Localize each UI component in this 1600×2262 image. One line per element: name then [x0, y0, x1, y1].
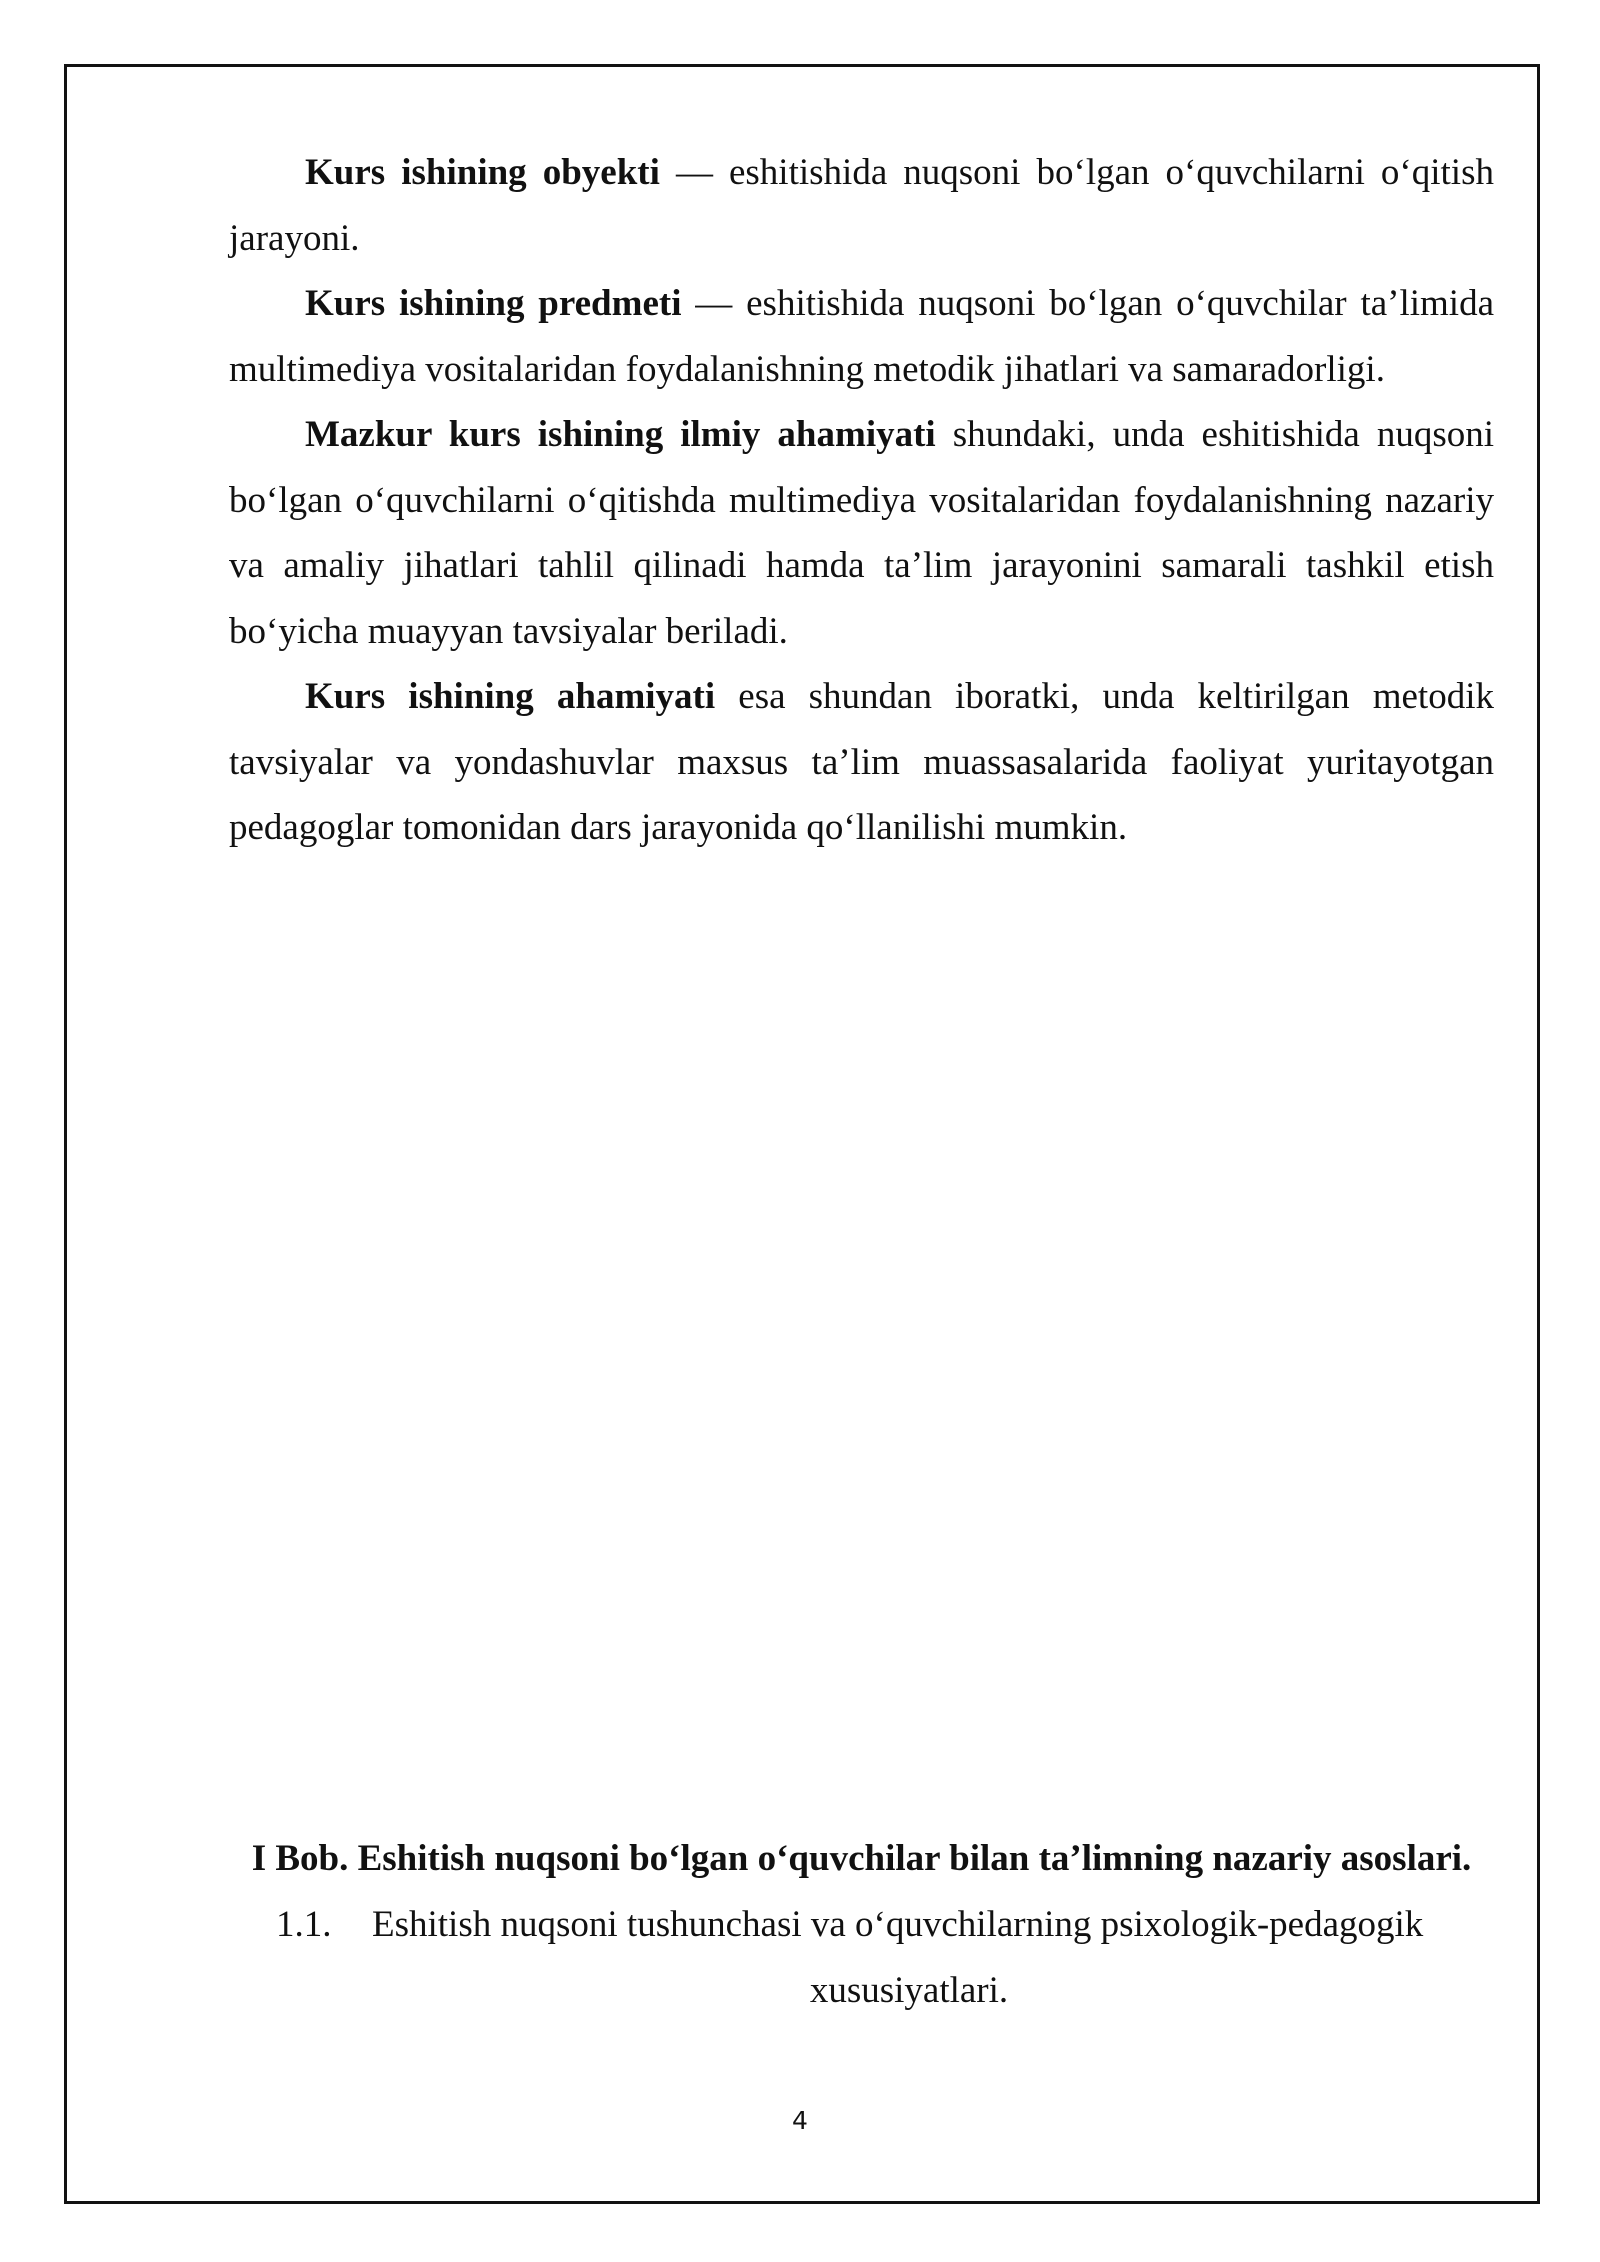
body-text	[229, 140, 1494, 861]
paragraph-significance-text: esa shundan iboratki, unda keltirilgan metodik tavsiyalar va yondashuvlar maxsus ta’lim muassasalarida faoliyat yuritayotgan pedagoglar tomonidan dars jarayonida qo‘llanilishi mumkin.	[229, 676, 1494, 848]
paragraph-subject	[229, 271, 1494, 402]
paragraph-scientific-significance-text: shundaki, unda eshitishida nuqsoni bo‘lgan o‘quvchilarni o‘qitishda multimediya vositalaridan foydalanishning nazariy va amaliy jihatlari tahlil qilinadi hamda ta’lim jarayonini samarali tashkil etish bo‘yicha muayyan tavsiyalar beriladi.	[229, 414, 1494, 652]
paragraph-scientific-significance	[229, 402, 1494, 664]
section-heading	[276, 1892, 1446, 2024]
paragraph-significance	[229, 664, 1494, 861]
section-heading-line-1	[276, 1892, 1446, 1958]
section-title-line-1: Eshitish nuqsoni tushunchasi va o‘quvchilarning psixologik-pedagogik	[372, 1904, 1424, 1945]
paragraph-significance-bold: Kurs ishining ahamiyati	[305, 676, 716, 717]
paragraph-object	[229, 140, 1494, 271]
chapter-heading: I Bob. Eshitish nuqsoni bo‘lgan o‘quvchilar bilan ta’limning nazariy asoslari.	[251, 1838, 1472, 1879]
paragraph-object-text: — eshitishida nuqsoni bo‘lgan o‘quvchilarni o‘qitish jarayoni.	[229, 152, 1494, 259]
section-number: 1.1.	[276, 1904, 332, 1945]
page-number: 4	[792, 2106, 808, 2135]
paragraph-subject-bold: Kurs ishining predmeti	[305, 283, 682, 324]
paragraph-scientific-significance-bold: Mazkur kurs ishining ilmiy ahamiyati	[305, 414, 936, 455]
section-title-line-2: xususiyatlari.	[809, 1970, 1009, 2011]
paragraph-object-bold: Kurs ishining obyekti	[305, 152, 660, 193]
paragraph-subject-text: — eshitishida nuqsoni bo‘lgan o‘quvchilar ta’limida multimediya vositalaridan foydalanishning metodik jihatlari va samaradorligi.	[229, 283, 1495, 390]
